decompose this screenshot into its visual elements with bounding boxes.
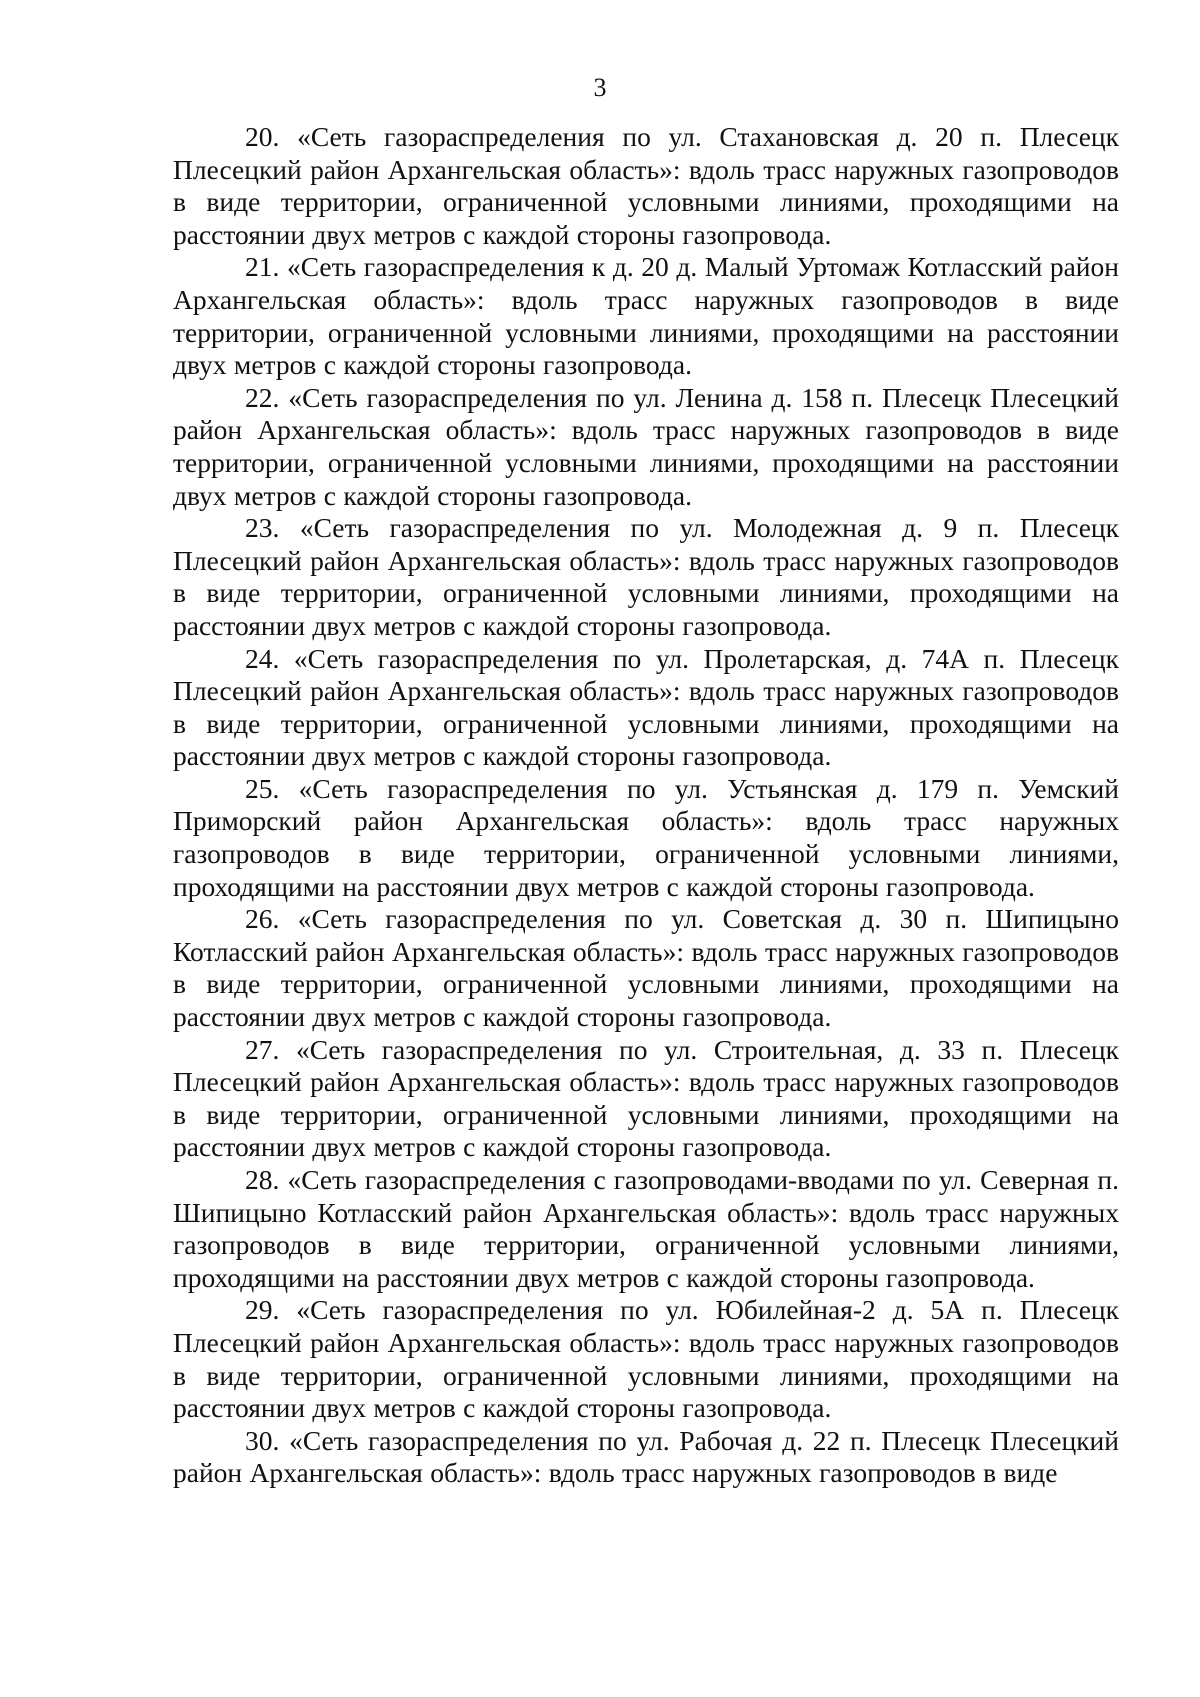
- list-item-21: 21. «Сеть газораспределения к д. 20 д. Малый Уртомаж Котласский район Архангельская область»: вдоль трасс наружных газопроводов в виде территории, ограниченной условными линиями, проходящими на расстоянии двух метров с каждой стороны газопровода.: [173, 251, 1119, 381]
- list-item-24: 24. «Сеть газораспределения по ул. Пролетарская, д. 74А п. Плесецк Плесецкий район Архангельская область»: вдоль трасс наружных газопроводов в виде территории, ограниченной условными линиями, проходящими на расстоянии двух метров с каждой стороны газопровода.: [173, 642, 1119, 772]
- page-number: 3: [593, 73, 607, 102]
- list-item-23: 23. «Сеть газораспределения по ул. Молодежная д. 9 п. Плесецк Плесецкий район Архангельская область»: вдоль трасс наружных газопроводов в виде территории, ограниченной условными линиями, проходящими на расстоянии двух метров с каждой стороны газопровода.: [173, 512, 1119, 641]
- list-item-30: 30. «Сеть газораспределения по ул. Рабочая д. 22 п. Плесецк Плесецкий район Архангельская область»: вдоль трасс наружных газопроводов в виде: [173, 1424, 1119, 1489]
- list-item-25: 25. «Сеть газораспределения по ул. Устьянская д. 179 п. Уемский Приморский район Архангельская область»: вдоль трасс наружных газопроводов в виде территории, ограниченной условными линиями, проходящими на расстоянии двух метров с каждой стороны газопровода.: [173, 772, 1119, 902]
- list-item-28: 28. «Сеть газораспределения с газопроводами-вводами по ул. Северная п. Шипицыно Котласский район Архангельская область»: вдоль трасс наружных газопроводов в виде территории, ограниченной условными линиями, проходящими на расстоянии двух метров с каждой стороны газопровода.: [173, 1164, 1119, 1293]
- list-item-26: 26. «Сеть газораспределения по ул. Советская д. 30 п. Шипицыно Котласский район Архангельская область»: вдоль трасс наружных газопроводов в виде территории, ограниченной условными линиями, проходящими на расстоянии двух метров с каждой стороны газопровода.: [173, 903, 1119, 1033]
- list-item-29: 29. «Сеть газораспределения по ул. Юбилейная-2 д. 5А п. Плесецк Плесецкий район Архангельская область»: вдоль трасс наружных газопроводов в виде территории, ограниченной условными линиями, проходящими на расстоянии двух метров с каждой стороны газопровода.: [173, 1294, 1119, 1424]
- list-item-20: 20. «Сеть газораспределения по ул. Стахановская д. 20 п. Плесецк Плесецкий район Архангельская область»: вдоль трасс наружных газопроводов в виде территории, ограниченной условными линиями, проходящими на расстоянии двух метров с каждой стороны газопровода.: [173, 121, 1119, 250]
- list-item-27: 27. «Сеть газораспределения по ул. Строительная, д. 33 п. Плесецк Плесецкий район Архангельская область»: вдоль трасс наружных газопроводов в виде территории, ограниченной условными линиями, проходящими на расстоянии двух метров с каждой стороны газопровода.: [173, 1033, 1119, 1163]
- document-body: [173, 121, 1119, 1490]
- list-item-22: 22. «Сеть газораспределения по ул. Ленина д. 158 п. Плесецк Плесецкий район Архангельская область»: вдоль трасс наружных газопроводов в виде территории, ограниченной условными линиями, проходящими на расстоянии двух метров с каждой стороны газопровода.: [173, 381, 1119, 511]
